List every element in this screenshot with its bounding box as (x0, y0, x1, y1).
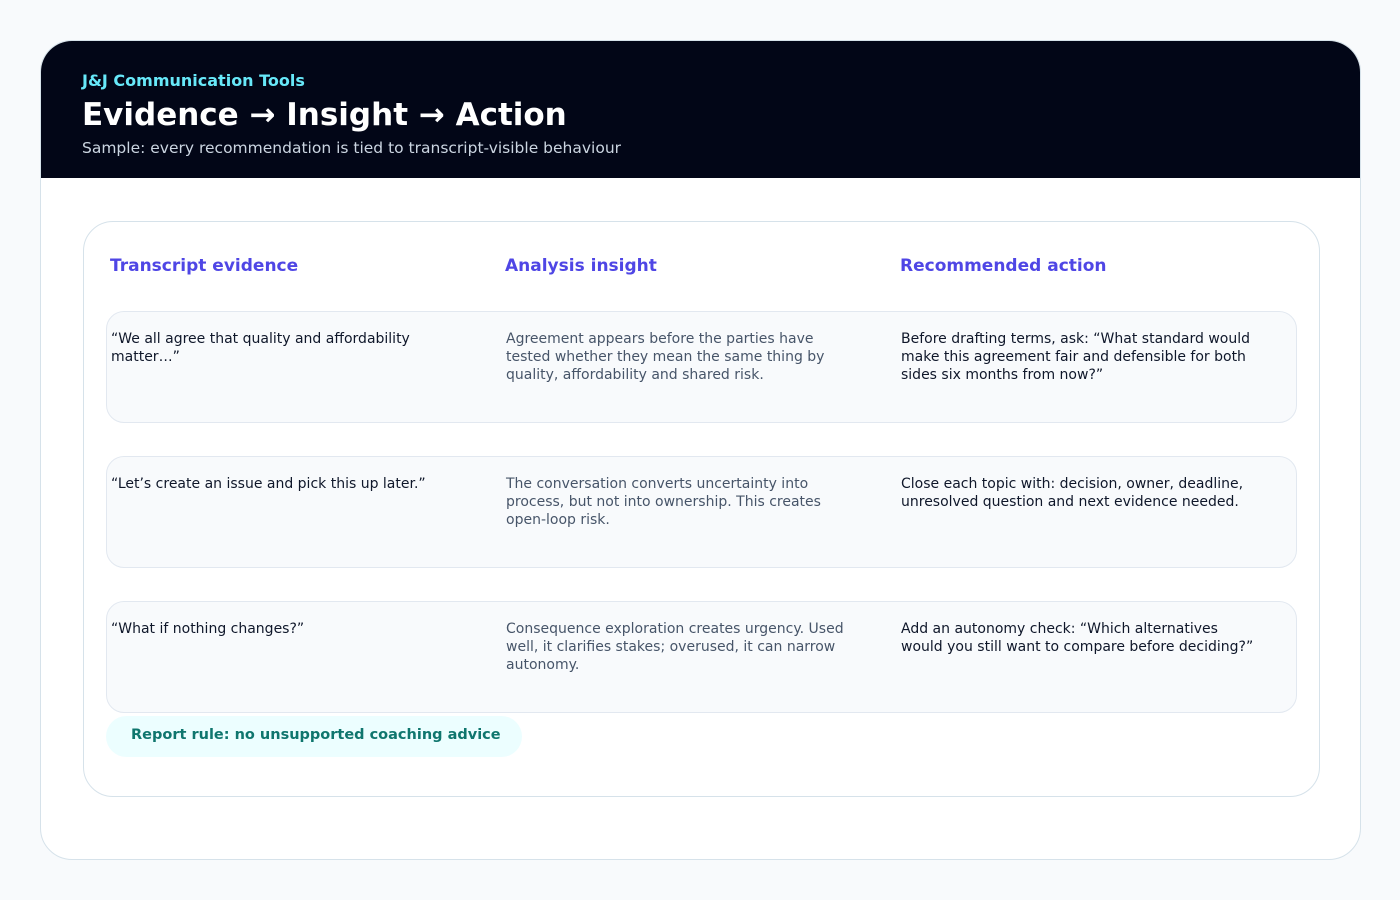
action-cell: Add an autonomy check: “Which alternatives would you still want to compare before deciding?” (901, 621, 1254, 655)
insight-cell: The conversation converts uncertainty into process, but not into ownership. This creates open-loop risk. (506, 476, 821, 528)
column-header-evidence: Transcript evidence (110, 256, 299, 276)
insight-cell: Agreement appears before the parties have tested whether they mean the same thing by quality, affordability and shared risk. (506, 331, 825, 383)
evidence-cell: “What if nothing changes?” (111, 621, 305, 637)
evidence-cell: “Let’s create an issue and pick this up later.” (111, 476, 426, 492)
report-header (41, 41, 1360, 178)
action-cell: Close each topic with: decision, owner, deadline, unresolved question and next evidence needed. (901, 476, 1244, 510)
column-header-insight: Analysis insight (505, 256, 657, 276)
action-cell: Before drafting terms, ask: “What standard would make this agreement fair and defensible for both sides six months from now?” (901, 331, 1251, 383)
column-header-action: Recommended action (900, 256, 1107, 276)
table-row (106, 311, 1297, 423)
brand-label: J&J Communication Tools (82, 71, 305, 90)
report-panel (40, 40, 1361, 860)
page-title: Evidence → Insight → Action (82, 97, 567, 133)
insight-cell: Consequence exploration creates urgency. Used well, it clarifies stakes; overused, it can narrow autonomy. (506, 621, 844, 673)
table-row (106, 601, 1297, 713)
report-rule-badge: Report rule: no unsupported coaching advice (106, 716, 522, 757)
table-row (106, 456, 1297, 568)
page-subtitle: Sample: every recommendation is tied to transcript-visible behaviour (82, 139, 622, 157)
evidence-cell: “We all agree that quality and affordability matter…” (111, 331, 410, 365)
evidence-table (83, 221, 1320, 797)
